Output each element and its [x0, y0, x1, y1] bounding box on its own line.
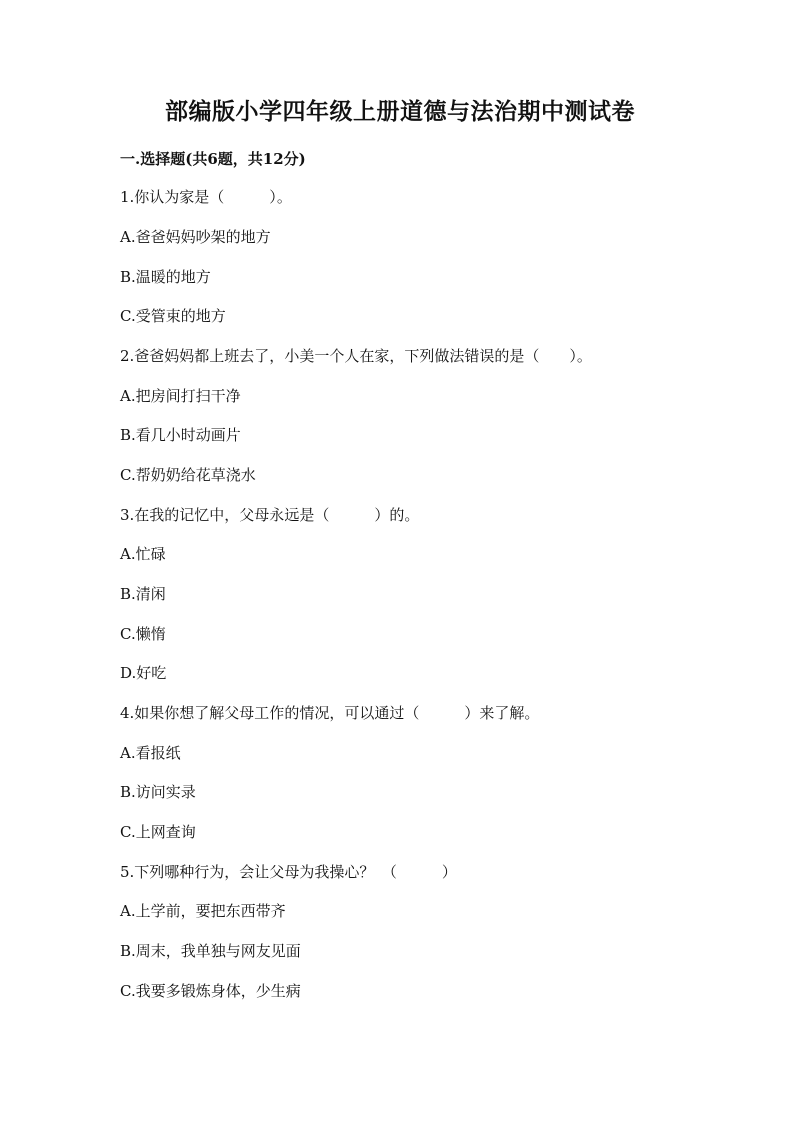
question-5-option-c: C.我要多锻炼身体，少生病 [120, 982, 301, 1000]
question-4-option-b: B.访问实录 [120, 783, 196, 801]
question-2-option-a: A.把房间打扫干净 [120, 387, 241, 405]
question-3-option-d: D.好吃 [120, 664, 167, 682]
question-3-option-a: A.忙碌 [120, 545, 166, 563]
page-title: 部编版小学四年级上册道德与法治期中测试卷 [165, 98, 635, 125]
question-3-option-b: B.清闲 [120, 585, 166, 603]
question-5-option-a: A.上学前，要把东西带齐 [120, 902, 286, 920]
question-2-option-b: B.看几小时动画片 [120, 426, 241, 444]
question-3-option-c: C.懒惰 [120, 625, 166, 643]
question-1-stem: 1.你认为家是（ ）。 [120, 188, 292, 206]
question-4-option-a: A.看报纸 [120, 744, 181, 762]
question-5-stem: 5.下列哪种行为，会让父母为我操心？ （ ） [120, 863, 457, 881]
question-4-option-c: C.上网查询 [120, 823, 196, 841]
section-heading: 一.选择题(共6题，共12分) [120, 150, 306, 168]
question-2-stem: 2.爸爸妈妈都上班去了，小美一个人在家，下列做法错误的是（ ）。 [120, 347, 592, 365]
question-5-option-b: B.周末，我单独与网友见面 [120, 942, 301, 960]
question-2-option-c: C.帮奶奶给花草浇水 [120, 466, 256, 484]
question-1-option-c: C.受管束的地方 [120, 307, 226, 325]
question-3-stem: 3.在我的记忆中，父母永远是（ ）的。 [120, 506, 420, 524]
question-1-option-a: A.爸爸妈妈吵架的地方 [120, 228, 271, 246]
question-1-option-b: B.温暖的地方 [120, 268, 211, 286]
question-4-stem: 4.如果你想了解父母工作的情况，可以通过（ ）来了解。 [120, 704, 540, 722]
